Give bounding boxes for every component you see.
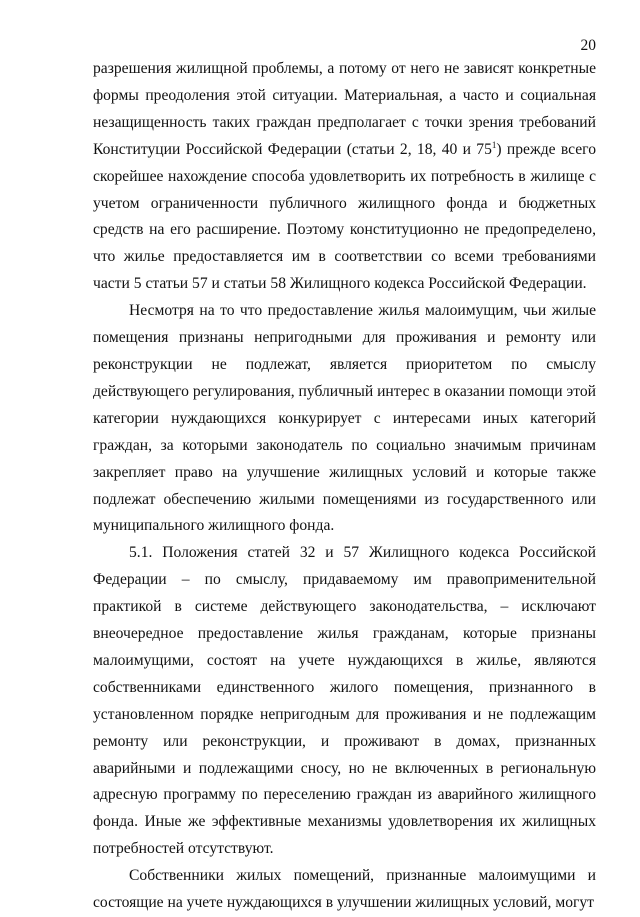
paragraph-4: Собственники жилых помещений, признанные малоимущими и состоящие на учете нуждающихся в улучшении жилищных условий, могут [93, 867, 596, 912]
paragraph-1 [93, 56, 596, 298]
document-body [93, 56, 596, 917]
paragraph-2: Несмотря на то что предоставление жилья малоимущим, чьи жилые помещения признаны непригодными для проживания и ремонту или реконструкции не подлежат, является приоритетом по смыслу действующего регулирования, публичный интерес в оказании помощи этой категории нуждающихся конкурирует с интересами иных категорий граждан, за которыми законодатель по социально значимым причинам закрепляет право на улучшение жилищных условий и которые также подлежат обеспечению жилыми помещениями из государственного или муниципального жилищного фонда. [93, 302, 596, 535]
page-number: 20 [580, 37, 596, 54]
paragraph-1-text-part-a: разрешения жилищной проблемы, а потому от него не зависят конкретные формы преодоления этой ситуации. Материальная, а часто и социальная незащищенность таких граждан предполагает с точки зрения требований Конституции Российской Федерации (статьи 2, 18, 40 и 75 [93, 60, 596, 158]
paragraph-1-text-part-b: ) прежде всего скорейшее нахождение способа удовлетворить их потребность в жилище с учетом ограниченности публичного жилищного фонда и бюджетных средств на его расширение. Поэтому конституционно не предопределено, что жилье предоставляется им в соответствии со всеми требованиями части 5 статьи 57 и статьи 58 Жилищного кодекса Российской Федерации. [93, 140, 596, 293]
paragraph-3: 5.1. Положения статей 32 и 57 Жилищного кодекса Российской Федерации – по смыслу, придаваемому им правоприменительной практикой в системе действующего законодательства, – исключают внеочередное предоставление жилья гражданам, которые признаны малоимущими, состоят на учете нуждающихся в жилье, являются собственниками единственного жилого помещения, признанного в установленном порядке непригодным для проживания и не подлежащим ремонту или реконструкции, и проживают в домах, признанных аварийными и подлежащими сносу, но не включенных в региональную адресную программу по переселению граждан из аварийного жилищного фонда. Иные же эффективные механизмы удовлетворения их жилищных потребностей отсутствуют. [93, 544, 596, 858]
footnote-superscript: 1 [491, 139, 497, 150]
